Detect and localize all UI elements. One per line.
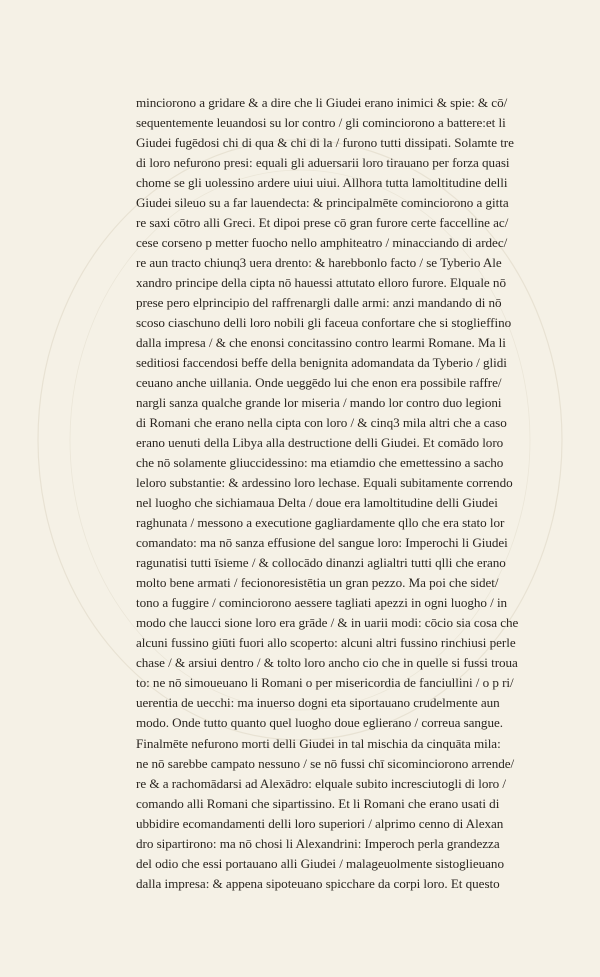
text-line: Finalmēte nefurono morti delli Giudei in tal mischia da cinquāta mila: <box>136 736 501 751</box>
text-line: di Romani che erano nella cipta con loro / & cinq3 mila altri che a caso <box>136 416 507 431</box>
text-line: re & a rachomādarsi ad Alexādro: elquale subito incresciutogli di loro / <box>136 776 507 791</box>
text-line: ragunatisi tutti īsieme / & collocādo dinanzi aglialtri tutti qlli che erano <box>136 556 506 571</box>
text-line: di loro nefurono presi: equali gli aduersarii loro tirauano per forza quasi <box>136 156 510 171</box>
text-line: seditiosi faccendosi beffe della benignita adomandata da Tyberio / glidi <box>136 356 507 371</box>
text-line: scoso ciaschuno delli loro nobili gli faceua confortare che si stoglieffino <box>136 316 512 331</box>
text-line: modo. Onde tutto quanto quel luogho doue eglierano / correua sangue. <box>136 716 503 731</box>
text-line: re aun tracto chiunq3 uera drento: & harebbonlo facto / se Tyberio Ale <box>136 256 502 271</box>
text-line: comando alli Romani che sipartissino. Et li Romani che erano usati di <box>136 796 500 811</box>
text-line: che nō solamente gliuccidessino: ma etiamdio che emettessino a sacho <box>136 456 504 471</box>
text-line: to: ne nō simoueuano li Romani o per misericordia de fanciullini / o p ri/ <box>136 676 514 691</box>
text-line: ceuano anche uillania. Onde ueggēdo lui che enon era possibile raffre/ <box>136 376 502 391</box>
text-line: nargli sanza qualche grande lor miseria / mando lor contro duo legioni <box>136 396 502 411</box>
text-line: cese corseno p metter fuocho nello amphiteatro / minacciando di ardec/ <box>136 236 508 251</box>
text-line: xandro principe della cipta nō hauessi attutato elloro furore. Elquale nō <box>136 276 506 291</box>
text-line: dro sipartirono: ma nō chosi li Alexandrini: Imperoch perla grandezza <box>136 836 500 851</box>
text-line: alcuni fussino giūti fuori allo scoperto: alcuni altri fussino rinchiusi perle <box>136 636 516 651</box>
text-line: dalla impresa: & appena sipoteuano spicchare da corpi loro. Et questo <box>136 876 500 891</box>
text-line: comandato: ma nō sanza effusione del sangue loro: Imperochi li Giudei <box>136 536 508 551</box>
text-line: prese pero elprincipio del raffrenargli dalle armi: anzi mandando di nō <box>136 296 502 311</box>
text-line: chome se gli uolessino ardere uiui uiui. Allhora tutta lamoltitudine delli <box>136 176 508 191</box>
text-block <box>136 93 568 894</box>
text-line: nel luogho che sichiamaua Delta / doue era lamoltitudine delli Giudei <box>136 496 498 511</box>
text-line: raghunata / messono a executione gagliardamente qllo che era stato lor <box>136 516 505 531</box>
text-line: chase / & arsiui dentro / & tolto loro ancho cio che in quelle si fussi troua <box>136 656 518 671</box>
text-line: ne nō sarebbe campato nessuno / se nō fussi chī sicominciorono arrende/ <box>136 756 515 771</box>
text-line: minciorono a gridare & a dire che li Giudei erano inimici & spie: & cō/ <box>136 96 508 110</box>
text-line: sequentemente leuandosi su lor contro / gli cominciorono a battere:et li <box>136 116 506 131</box>
text-line: Giudei sileuo su a far lauendecta: & principalmēte cominciorono a gitta <box>136 196 509 211</box>
text-line: Giudei fugēdosi chi di qua & chi di la / furono tutti dissipati. Solamte tre <box>136 136 514 151</box>
text-line: erano uenuti della Libya alla destructione delli Giudei. Et comādo loro <box>136 436 504 451</box>
text-line: re saxi cōtro alli Greci. Et dipoi prese cō gran furore certe faccelline ac/ <box>136 216 509 231</box>
text-line: molto bene armati / fecionoresistētia un gran pezzo. Ma poi che sidet/ <box>136 576 499 591</box>
text-line: dalla impresa / & che enonsi concitassino contro learmi Romane. Ma li <box>136 336 506 351</box>
text-line: uerentia de uecchi: ma inuerso dogni eta siportauano crudelmente aun <box>136 696 500 711</box>
text-line: del odio che essi portauano alli Giudei / malageuolmente sistoglieuano <box>136 856 504 871</box>
text-line: modo che laucci sione loro era grāde / & in uarii modi: cōcio sia cosa che <box>136 616 519 631</box>
text-line: leloro substantie: & ardessino loro lechase. Equali subitamente correndo <box>136 476 513 491</box>
text-line: tono a fuggire / cominciorono aessere tagliati apezzi in ogni luogho / in <box>136 596 508 611</box>
text-line: ubbidire ecomandamenti delli loro superiori / alprimo cenno di Alexan <box>136 816 504 831</box>
